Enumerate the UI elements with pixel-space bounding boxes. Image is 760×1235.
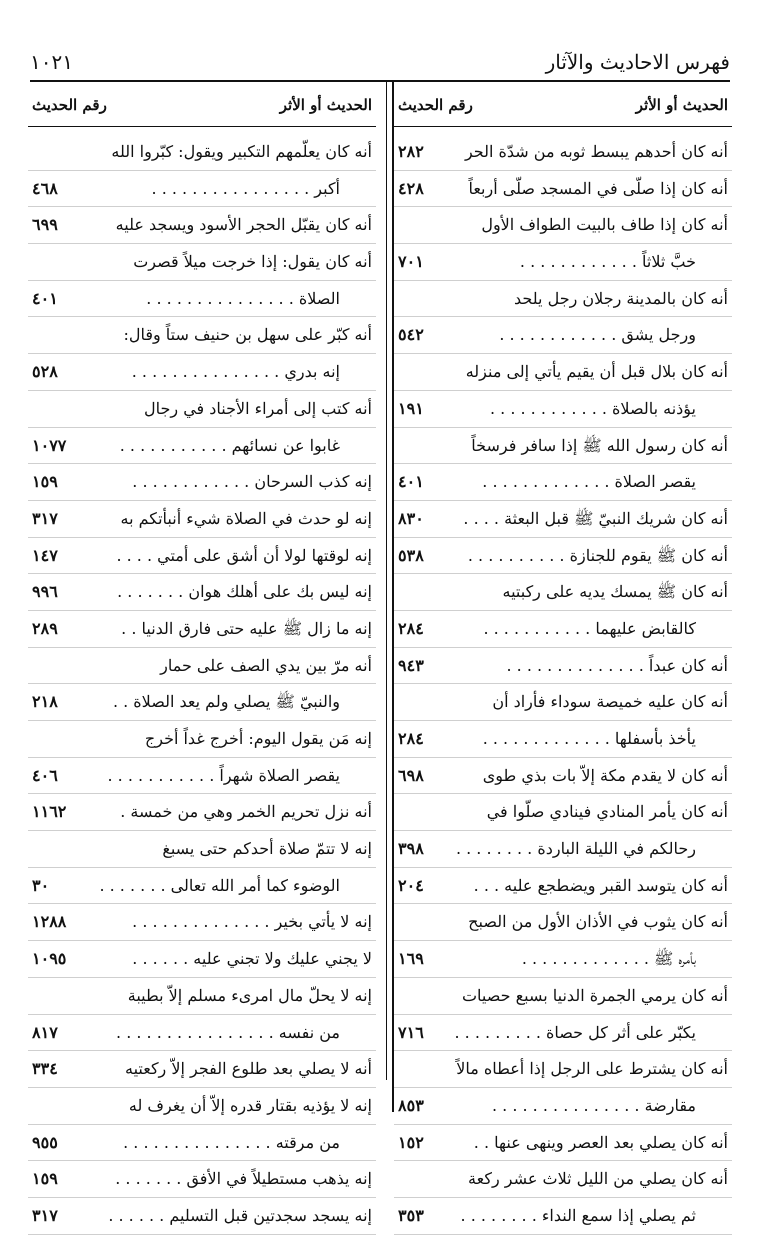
index-entry [28,391,376,428]
index-entry [394,501,732,538]
number-column-heading: رقم الحديث [32,96,107,114]
index-entry [394,391,732,428]
entry-text: أنه كان يصلي بعد العصر وينهى عنها . . [473,1132,728,1152]
entry-text: بأمره ﷺ . . . . . . . . . . . . . [521,949,696,969]
entry-text: أنه كان يشترط على الرجل إذا أعطاه مالاً [456,1059,728,1079]
entry-text: يكبّر على أثر كل حصاة . . . . . . . . . [454,1022,696,1042]
entry-text: أنه كان رسول الله ﷺ إذا سافر فرسخاً [471,435,728,455]
index-entry [394,794,732,831]
index-entry [28,941,376,978]
right-column-entries [394,134,732,1235]
entry-number: ٤٦٨ [32,178,58,198]
index-entry [28,244,376,281]
entry-text: غابوا عن نسائهم . . . . . . . . . . . [119,435,340,455]
entry-number: ٣١٧ [32,508,58,528]
entry-text: أنه كان يعلّمهم التكبير ويقول: كبّروا الله [111,142,372,161]
entry-text: أنه كان لا يقدم مكة إلاّ بات بذي طوى [482,765,728,785]
index-entry [394,317,732,354]
index-entry [28,611,376,648]
entry-text: والنبيّ ﷺ يصلي ولم يعد الصلاة . . [112,692,340,712]
index-entry [394,428,732,465]
index-entry [28,1051,376,1088]
number-column-heading: رقم الحديث [398,96,473,114]
index-entry [394,941,732,978]
entry-text: إنه لا تتمّ صلاة أحدكم حتى يسبغ [162,839,372,859]
entry-text: إنه يسجد سجدتين قبل التسليم . . . . . . [108,1205,372,1225]
entry-number: ٢٨٢ [398,142,424,161]
entry-number: ١٢٨٨ [32,912,67,932]
entry-text: رحالكم في الليلة الباردة . . . . . . . . [455,839,696,859]
index-entry [28,758,376,795]
index-entry [28,354,376,391]
entry-number: ٤٢٨ [398,178,424,198]
entry-text: خبَّ ثلاثاً . . . . . . . . . . . . [519,252,696,272]
index-entry [28,538,376,575]
entry-text: أنه كان بالمدينة رجلان رجل يلحد [514,288,728,308]
entry-text: أنه كان شريك النبيّ ﷺ قبل البعثة . . . . [463,508,728,528]
entry-text: أنه كان يرمي الجمرة الدنيا بسبع حصيات [461,985,728,1005]
entry-text: يؤذنه بالصلاة . . . . . . . . . . . . [489,398,696,418]
entry-text: أنه كان يقول: إذا خرجت ميلاً قصرت [133,252,372,272]
right-column-header [394,90,732,124]
index-entry [394,978,732,1015]
page-number: ١٠٢١ [30,50,73,74]
entry-number: ١٠٩٥ [32,949,67,969]
entry-text: أنه كتب إلى أمراء الأجناد في رجال [143,398,372,418]
entry-number: ٣١٧ [32,1205,58,1225]
index-entry [394,1088,732,1125]
index-entry [28,1198,376,1235]
entry-number: ١٥٩ [32,1169,58,1189]
entry-text: إنه يذهب مستطيلاً في الأفق . . . . . . . [115,1169,372,1189]
entry-text: ثم يصلي إذا سمع النداء . . . . . . . . [460,1205,696,1225]
entry-number: ١٥٢ [398,1132,424,1152]
column-divider-inner [386,80,387,1080]
entry-number: ٥٢٨ [32,362,58,382]
entry-text: إنه مَن يقول اليوم: أخرج غداً أخرج [144,729,372,748]
entry-text: من نفسه . . . . . . . . . . . . . . . . [116,1022,340,1042]
entry-number: ٤٠٦ [32,765,58,785]
entry-number: ٣٥٣ [398,1205,424,1225]
index-entry [28,1088,376,1125]
index-entry [28,794,376,831]
index-entry [394,904,732,941]
header-rule [30,80,730,82]
index-entry [394,281,732,318]
index-entry [394,721,732,758]
entry-number: ٤٠١ [32,288,58,308]
entry-number: ١٠٧٧ [32,435,67,455]
entry-number: ٦٩٩ [32,215,58,235]
entry-text: أنه نزل تحريم الخمر وهي من خمسة . [120,802,372,822]
index-entry [394,1198,732,1235]
text-column-heading: الحديث أو الأثر [635,96,728,114]
entry-text: أنه كان بلال قبل أن يقيم يأتي إلى منزله [465,362,728,382]
entry-number: ٦٩٨ [398,765,424,785]
index-entry [28,648,376,685]
entry-number: ٨١٧ [32,1022,58,1042]
entry-text: إنه ليس بك على أهلك هوان . . . . . . . [117,582,372,602]
entry-number: ٤٠١ [398,472,424,492]
index-entry [28,868,376,905]
entry-text: أنه كان عليه خميصة سوداء فأراد أن [492,692,728,712]
entry-text: أنه كان عبداً . . . . . . . . . . . . . . [506,655,728,675]
entry-number: ١٤٧ [32,545,58,565]
index-entry [28,464,376,501]
entry-text: ورجل يشق . . . . . . . . . . . . [499,325,696,345]
index-entry [28,428,376,465]
index-entry [394,464,732,501]
index-entry [28,171,376,208]
index-entry [394,134,732,171]
index-entry [394,354,732,391]
entry-text: كالقابض عليهما . . . . . . . . . . . [483,618,696,638]
entry-text: يقصر الصلاة شهراً . . . . . . . . . . . [107,765,340,785]
entry-text: إنه لوقتها لولا أن أشق على أمتي . . . . [116,545,372,565]
index-entry [28,207,376,244]
entry-text: لا يجني عليك ولا تجني عليه . . . . . . [132,949,372,969]
index-entry [28,574,376,611]
index-entry [394,1015,732,1052]
index-entry [394,684,732,721]
index-entry [28,831,376,868]
index-entry [394,868,732,905]
entry-text: من مرقته . . . . . . . . . . . . . . . [123,1132,340,1152]
entry-number: ٣٣٤ [32,1059,58,1079]
index-entry [28,1015,376,1052]
entry-number: ٨٣٠ [398,508,424,528]
index-entry [28,317,376,354]
entry-text: أنه لا يصلي بعد طلوع الفجر إلاّ ركعتيه [124,1059,372,1079]
index-entry [394,538,732,575]
index-entry [28,1161,376,1198]
index-entry [394,1125,732,1162]
entry-number: ٧٠١ [398,252,424,272]
entry-number: ٥٤٢ [398,325,424,345]
entry-number: ٢٨٩ [32,618,58,638]
index-entry [28,721,376,758]
entry-number: ٥٣٨ [398,545,424,565]
entry-text: إنه لا يأتي بخير . . . . . . . . . . . . . . [132,912,372,932]
index-entry [394,1161,732,1198]
entry-number: ٢٨٤ [398,729,424,748]
entry-text: أنه كان إذا صلّى في المسجد صلّى أربعاً [468,178,728,198]
page-header [30,44,730,80]
entry-number: ٩٩٦ [32,582,58,602]
index-entry [394,207,732,244]
entry-text: إنه كذب السرحان . . . . . . . . . . . . [132,472,372,492]
entry-text: إنه لا يؤذيه بقتار قدره إلاّ أن يغرف له [128,1095,372,1115]
entry-text: أنه كان يصلي من الليل ثلاث عشر ركعة [468,1169,728,1189]
index-entry [28,684,376,721]
entry-text: أنه كان إذا طاف بالبيت الطواف الأول [481,215,728,235]
entry-number: ٢٨٤ [398,618,424,638]
index-entry [28,134,376,171]
column-header-rule [28,126,376,127]
entry-text: الوضوء كما أمر الله تعالى . . . . . . . [99,875,340,895]
entry-text: إنه لا يحلّ مال امرىء مسلم إلاّ بطيبة [127,985,372,1005]
index-entry [394,758,732,795]
entry-text: إنه بدري . . . . . . . . . . . . . . . [131,362,340,382]
entry-number: ٣٠ [32,875,50,895]
index-entry [28,1125,376,1162]
index-entry [394,1051,732,1088]
entry-text: مقارضة . . . . . . . . . . . . . . . [491,1095,696,1115]
index-entry [394,831,732,868]
entry-text: أنه كان يثوب في الأذان الأول من الصبح [468,912,728,932]
entry-number: ٢٠٤ [398,875,424,895]
entry-text: أنه كان ﷺ يمسك يديه على ركبتيه [502,582,728,602]
entry-text: أنه كان يأمر المنادي فينادي صلّوا في [486,802,728,822]
index-entry [28,978,376,1015]
entry-number: ١١٦٢ [32,802,67,822]
entry-text: إنه ما زال ﷺ عليه حتى فارق الدنيا . . [121,618,372,638]
entry-number: ٩٤٣ [398,655,424,675]
index-entry [394,244,732,281]
entry-text: أنه كان يقبّل الحجر الأسود ويسجد عليه [115,215,372,235]
entry-text: أكبر . . . . . . . . . . . . . . . . [151,178,340,198]
entry-text: يقصر الصلاة . . . . . . . . . . . . . [482,472,696,492]
entry-number: ٩٥٥ [32,1132,58,1152]
index-entry [394,171,732,208]
index-entry [394,611,732,648]
column-header-rule [394,126,732,127]
page-title: فهرس الاحاديث والآثار [545,50,730,74]
entry-text: إنه لو حدث في الصلاة شيء أنبأتكم به [120,508,372,528]
index-entry [394,574,732,611]
entry-number: ٣٩٨ [398,839,424,859]
index-entry [28,501,376,538]
entry-text: أنه كان أحدهم يبسط ثوبه من شدّة الحر [464,142,728,161]
index-entry [394,648,732,685]
entry-number: ٨٥٣ [398,1095,424,1115]
left-column-entries [28,134,376,1235]
entry-number: ١٦٩ [398,949,424,969]
entry-number: ١٥٩ [32,472,58,492]
index-entry [28,281,376,318]
entry-text: أنه مرّ بين يدي الصف على حمار [160,655,372,675]
entry-number: ٧١٦ [398,1022,424,1042]
entry-number: ١٩١ [398,398,424,418]
entry-text: يأخذ بأسفلها . . . . . . . . . . . . . [482,729,696,748]
entry-text: الصلاة . . . . . . . . . . . . . . . [146,288,340,308]
entry-text: أنه كبّر على سهل بن حنيف ستاً وقال: [123,325,372,345]
text-column-heading: الحديث أو الأثر [279,96,372,114]
entry-text: أنه كان ﷺ يقوم للجنازة . . . . . . . . . . [467,545,728,565]
left-column-header [28,90,376,124]
entry-text: أنه كان يتوسد القبر ويضطجع عليه . . . [473,875,728,895]
index-entry [28,904,376,941]
entry-number: ٢١٨ [32,692,58,712]
